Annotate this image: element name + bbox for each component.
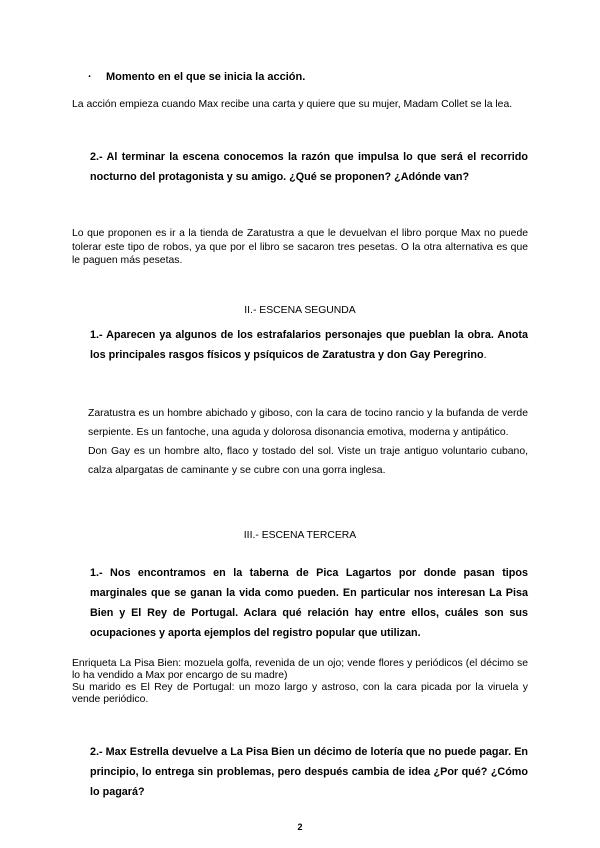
- bullet-answer: La acción empieza cuando Max recibe una carta y quiere que su mujer, Madam Collet se la lea.: [72, 99, 513, 110]
- question-escena2-1: [90, 325, 528, 365]
- question-escena2-1-text: 1.- Aparecen ya algunos de los estrafalarios personajes que pueblan la obra. Anota los principales rasgos físicos y psíquicos de Zaratustra y don Gay Peregrino: [90, 329, 528, 361]
- question-escena3-1: 1.- Nos encontramos en la taberna de Pica Lagartos por donde pasan tipos marginales que se ganan la vida como pueden. En particular nos interesan La Pisa Bien y El Rey de Portugal. Aclara qué relación hay entre ellos, cuáles son sus ocupaciones y aporta ejemplos del registro popular que utilizan.: [90, 567, 528, 639]
- answer-escena2-1: [88, 404, 528, 480]
- answer-zaratustra: Zaratustra es un hombre abichado y giboso, con la cara de tocino rancio y la bufanda de verde serpiente. Es un fantoche, una aguda y dolorosa disonancia emotiva, moderna y antipático.: [88, 408, 528, 438]
- answer-act1-2: Lo que proponen es ir a la tienda de Zaratustra a que le devuelvan el libro porque Max no puede tolerar este tipo de robos, ya que por el libro se sacaron tres pesetas. O la otra alternativa es que le paguen más pesetas.: [72, 228, 528, 266]
- section-heading-escena-segunda: II.- ESCENA SEGUNDA: [244, 305, 356, 316]
- bullet-text: Momento en el que se inicia la acción.: [106, 71, 306, 83]
- answer-la-pisa-bien: Enriqueta La Pisa Bien: mozuela golfa, revenida de un ojo; vende flores y periódicos (el décimo se lo ha vendido a Max por encargo de su madre): [72, 658, 528, 681]
- bullet-icon: ·: [88, 71, 92, 83]
- question-escena2-1-tail: .: [483, 349, 487, 361]
- question-escena3-2: 2.- Max Estrella devuelve a La Pisa Bien un décimo de lotería que no puede pagar. En principio, lo entrega sin problemas, pero después cambia de idea ¿Por qué? ¿Cómo lo pagará?: [90, 746, 528, 798]
- answer-don-gay: Don Gay es un hombre alto, flaco y tostado del sol. Viste un traje antiguo voluntario cubano, calza alpargatas de caminante y se cubre con una gorra inglesa.: [88, 446, 528, 476]
- answer-escena3-1: [72, 658, 528, 706]
- bullet-item: [88, 71, 305, 83]
- answer-rey-de-portugal: Su marido es El Rey de Portugal: un mozo largo y astroso, con la cara picada por la viruela y vende periódico.: [72, 682, 528, 705]
- page-number: 2: [297, 822, 303, 832]
- section-heading-escena-tercera: III.- ESCENA TERCERA: [243, 530, 357, 541]
- question-act1-2: 2.- Al terminar la escena conocemos la razón que impulsa lo que será el recorrido nocturno del protagonista y su amigo. ¿Qué se proponen? ¿Adónde van?: [90, 151, 528, 183]
